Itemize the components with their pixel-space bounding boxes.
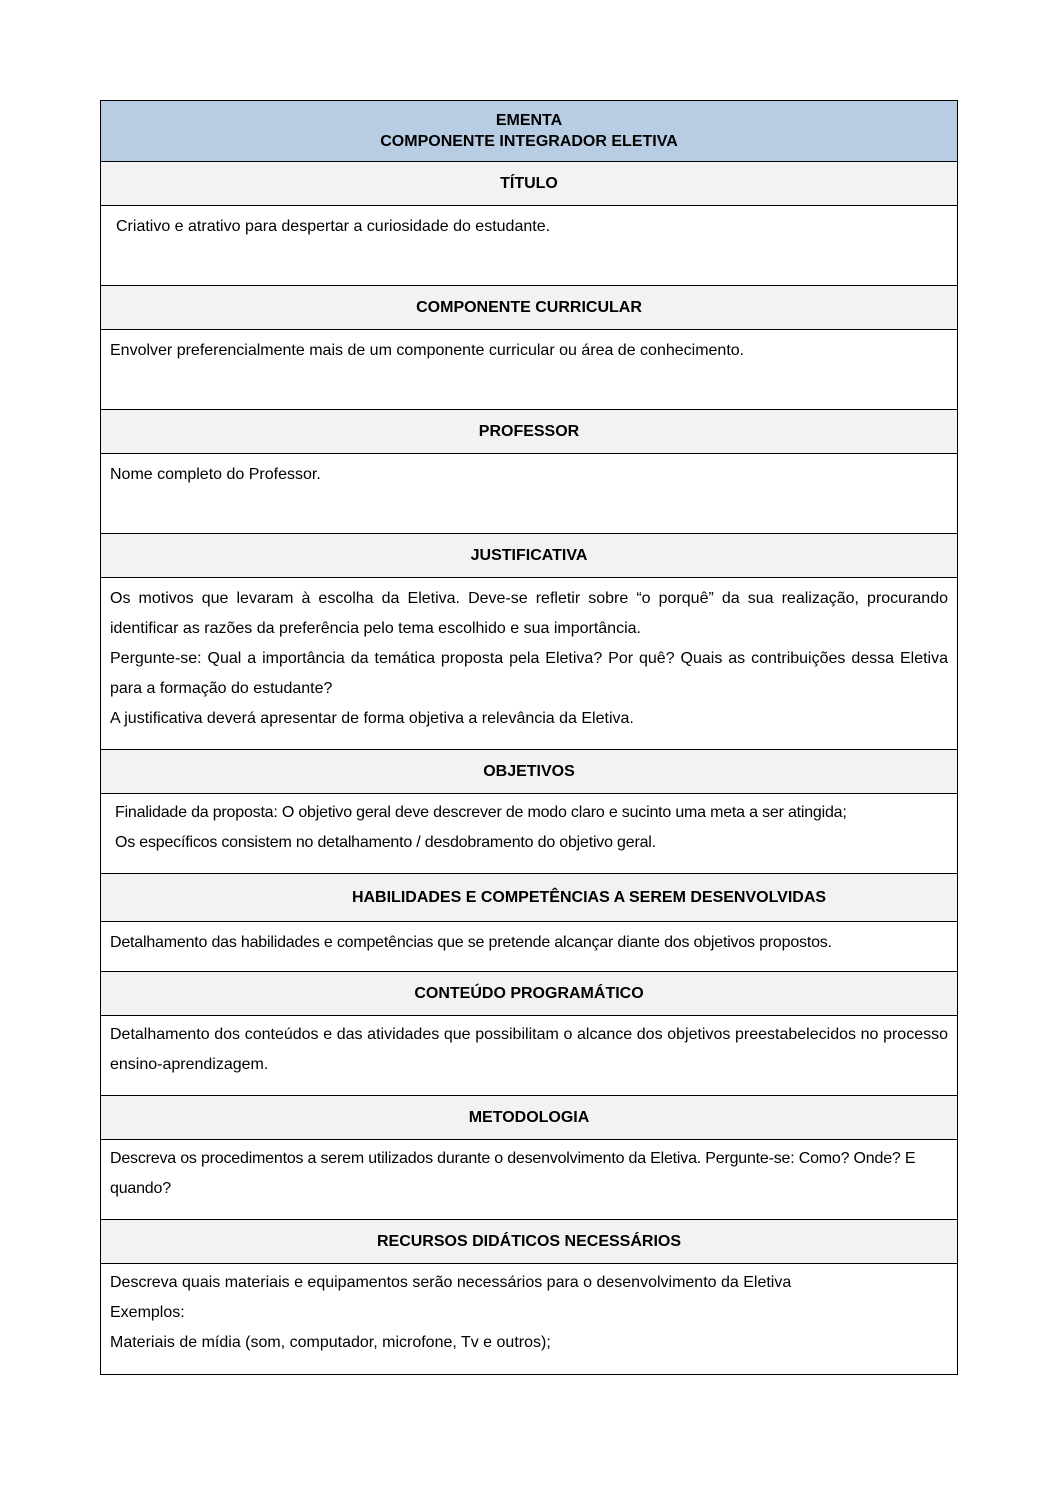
section-text: Os motivos que levaram à escolha da Eletiva. Deve-se refletir sobre “o porquê” da sua realização, procurando identificar as razões da preferência pelo tema escolhido e sua importância. <box>110 590 948 637</box>
section-heading-label: COMPONENTE CURRICULAR <box>416 298 642 316</box>
form-title-line2: COMPONENTE INTEGRADOR ELETIVA <box>380 133 678 150</box>
form-title-line1: EMENTA <box>495 112 563 129</box>
section-heading-habilidades <box>101 874 957 922</box>
section-text: Detalhamento das habilidades e competências que se pretende alcançar diante dos objetivos propostos. <box>110 934 832 951</box>
section-heading-objetivos <box>101 750 957 794</box>
section-text: Nome completo do Professor. <box>110 466 321 483</box>
section-heading-metodologia <box>101 1096 957 1140</box>
section-content-recursos <box>101 1264 957 1374</box>
section-content-habilidades <box>101 922 957 972</box>
section-text: Descreva quais materiais e equipamentos serão necessários para o desenvolvimento da Eletiva <box>110 1274 792 1291</box>
section-content-componente-curricular <box>101 330 957 410</box>
section-heading-justificativa <box>101 534 957 578</box>
section-content-titulo <box>101 206 957 286</box>
section-heading-label: OBJETIVOS <box>483 762 575 780</box>
section-content-justificativa <box>101 578 957 750</box>
section-heading-label: METODOLOGIA <box>468 1108 590 1126</box>
section-content-metodologia <box>101 1140 957 1220</box>
section-heading-componente-curricular <box>101 286 957 330</box>
section-text: Detalhamento dos conteúdos e das atividades que possibilitam o alcance dos objetivos preestabelecidos no processo ensino-aprendizagem. <box>110 1026 948 1073</box>
section-heading-label: PROFESSOR <box>478 422 580 440</box>
section-heading-professor <box>101 410 957 454</box>
section-heading-label: JUSTIFICATIVA <box>470 546 588 564</box>
section-text: Finalidade da proposta: O objetivo geral deve descrever de modo claro e sucinto uma meta a ser atingida; <box>115 804 847 821</box>
section-content-objetivos <box>101 794 957 874</box>
section-text: Criativo e atrativo para despertar a curiosidade do estudante. <box>116 218 551 235</box>
section-text: Os específicos consistem no detalhamento / desdobramento do objetivo geral. <box>115 834 656 851</box>
ementa-form-table <box>100 100 958 1375</box>
section-heading-label: TÍTULO <box>500 174 558 192</box>
section-content-professor <box>101 454 957 534</box>
section-heading-recursos <box>101 1220 957 1264</box>
section-heading-titulo <box>101 162 957 206</box>
section-text: Pergunte-se: Qual a importância da temática proposta pela Eletiva? Por quê? Quais as contribuições dessa Eletiva para a formação do estudante? <box>110 650 948 697</box>
section-content-conteudo <box>101 1016 957 1096</box>
section-text: A justificativa deverá apresentar de forma objetiva a relevância da Eletiva. <box>110 710 634 727</box>
form-title-header <box>101 101 957 162</box>
section-text: Descreva os procedimentos a serem utilizados durante o desenvolvimento da Eletiva. Pergunte-se: Como? Onde? E quando? <box>110 1150 916 1197</box>
section-text: Envolver preferencialmente mais de um componente curricular ou área de conhecimento. <box>110 342 745 359</box>
section-heading-label: CONTEÚDO PROGRAMÁTICO <box>414 984 644 1002</box>
section-heading-conteudo <box>101 972 957 1016</box>
section-text: Materiais de mídia (som, computador, microfone, Tv e outros); <box>110 1334 551 1351</box>
section-heading-label: RECURSOS DIDÁTICOS NECESSÁRIOS <box>376 1232 682 1250</box>
section-heading-label: HABILIDADES E COMPETÊNCIAS A SEREM DESENVOLVIDAS <box>351 888 827 906</box>
section-text: Exemplos: <box>110 1304 185 1321</box>
